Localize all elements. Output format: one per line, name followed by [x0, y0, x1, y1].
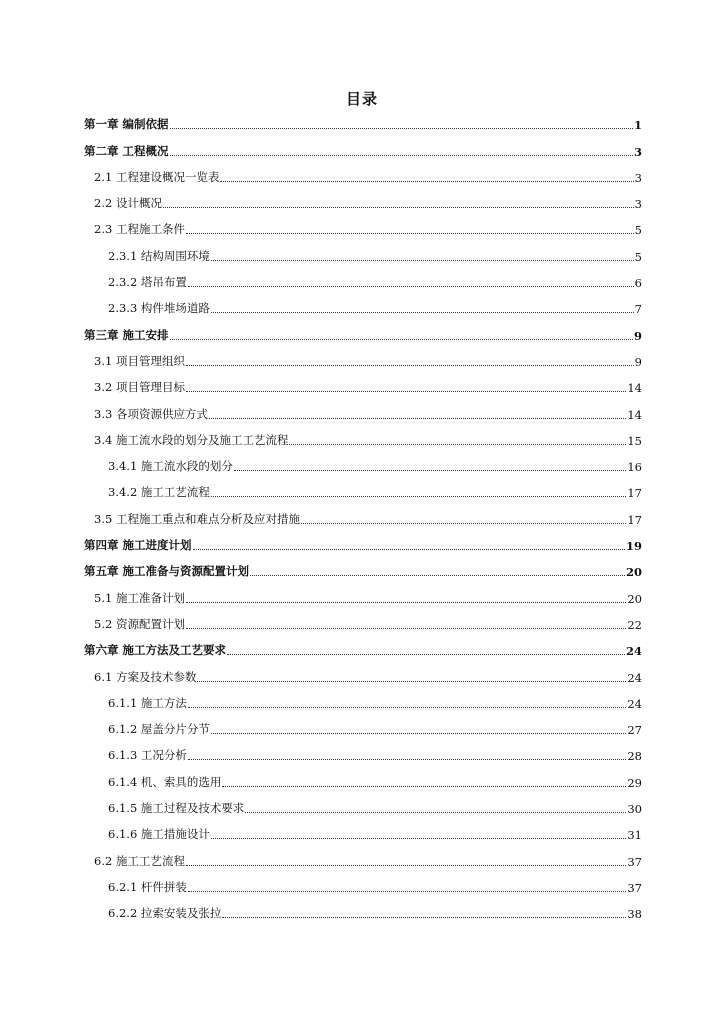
toc-dot-leader	[170, 155, 633, 156]
toc-entry-label: 第一章 编制依据	[84, 117, 169, 132]
toc-entry-page-number: 16	[627, 460, 642, 475]
toc-dot-leader	[234, 470, 626, 471]
toc-dot-leader	[186, 602, 626, 603]
toc-entry[interactable]	[84, 816, 642, 842]
toc-entry-label: 第五章 施工准备与资源配置计划	[84, 564, 250, 579]
toc-entry-label: 第四章 施工进度计划	[84, 538, 192, 553]
toc-dot-leader	[197, 681, 626, 682]
toc-entry-label: 6.2 施工工艺流程	[94, 853, 185, 868]
toc-entry-page-number: 30	[627, 802, 642, 817]
toc-dot-leader	[211, 260, 634, 261]
toc-entry-label: 3.4 施工流水段的划分及施工工艺流程	[94, 432, 289, 447]
toc-entry-page-number: 38	[627, 907, 642, 922]
toc-entry-label: 6.1 方案及技术参数	[94, 669, 197, 684]
toc-entry-page-number: 24	[627, 670, 642, 685]
toc-dot-leader	[220, 181, 633, 182]
toc-dot-leader	[193, 549, 625, 550]
toc-entry-page-number: 24	[625, 644, 642, 659]
toc-entry-label: 2.2 设计概况	[94, 196, 162, 211]
toc-title: 目录	[345, 90, 378, 108]
toc-entry-page-number: 5	[634, 223, 642, 238]
toc-entry-label: 6.1.5 施工过程及技术要求	[108, 801, 245, 816]
toc-entry-page-number: 5	[634, 249, 642, 264]
toc-entry[interactable]	[84, 132, 642, 158]
toc-entry[interactable]	[84, 711, 642, 737]
toc-entry-label: 2.1 工程建设概况一览表	[94, 169, 220, 184]
toc-entry-page-number: 20	[627, 591, 642, 606]
toc-entry-label: 6.1.4 机、索具的选用	[108, 774, 222, 789]
toc-dot-leader	[301, 523, 626, 524]
toc-entry-page-number: 28	[627, 749, 642, 764]
toc-entry[interactable]	[84, 737, 642, 763]
toc-entry-label: 6.2.1 杆件拼装	[108, 879, 187, 894]
toc-dot-leader	[188, 286, 634, 287]
toc-entry-page-number: 22	[627, 617, 642, 632]
toc-entry[interactable]	[84, 500, 642, 526]
toc-entry-label: 第三章 施工安排	[84, 327, 169, 342]
toc-entry-page-number: 31	[627, 828, 642, 843]
toc-entry-label: 3.3 各项资源供应方式	[94, 406, 208, 421]
toc-entry[interactable]	[84, 316, 642, 342]
toc-entry[interactable]	[84, 895, 642, 921]
toc-entry-label: 6.1.6 施工措施设计	[108, 827, 210, 842]
toc-entry-label: 3.4.1 施工流水段的划分	[108, 459, 233, 474]
toc-entry[interactable]	[84, 869, 642, 895]
toc-entry-label: 6.2.2 拉索安装及张拉	[108, 906, 222, 921]
toc-dot-leader	[211, 496, 626, 497]
toc-entry-page-number: 19	[625, 539, 642, 554]
toc-dot-leader	[227, 654, 625, 655]
toc-entry-label: 6.1.2 屋盖分片分节	[108, 722, 210, 737]
toc-entry-page-number: 27	[627, 723, 642, 738]
toc-dot-leader	[186, 233, 634, 234]
toc-entry[interactable]	[84, 685, 642, 711]
toc-entry[interactable]	[84, 632, 642, 658]
toc-entry-label: 5.2 资源配置计划	[94, 616, 185, 631]
toc-entry-page-number: 9	[634, 354, 642, 369]
toc-entry-page-number: 37	[627, 880, 642, 895]
toc-entry-page-number: 3	[633, 144, 642, 159]
toc-entry[interactable]	[84, 159, 642, 185]
toc-dot-leader	[222, 917, 626, 918]
toc-entry[interactable]	[84, 185, 642, 211]
toc-dot-leader	[211, 312, 634, 313]
toc-dot-leader	[211, 838, 626, 839]
toc-entry[interactable]	[84, 290, 642, 316]
toc-entry-page-number: 17	[627, 512, 642, 527]
toc-entry-page-number: 3	[634, 170, 642, 185]
toc-entry-label: 3.1 项目管理组织	[94, 353, 185, 368]
toc-entry-label: 3.5 工程施工重点和难点分析及应对措施	[94, 511, 300, 526]
toc-entry[interactable]	[84, 790, 642, 816]
toc-dot-leader	[211, 733, 626, 734]
toc-entry-label: 6.1.3 工况分析	[108, 748, 187, 763]
toc-dot-leader	[188, 891, 626, 892]
toc-dot-leader	[186, 391, 626, 392]
table-of-contents	[84, 106, 642, 921]
toc-dot-leader	[209, 418, 626, 419]
toc-entry[interactable]	[84, 842, 642, 868]
toc-entry-label: 2.3.3 构件堆场道路	[108, 301, 210, 316]
toc-entry-label: 3.2 项目管理目标	[94, 380, 185, 395]
toc-entry[interactable]	[84, 763, 642, 789]
toc-entry[interactable]	[84, 106, 642, 132]
toc-dot-leader	[170, 128, 633, 129]
toc-entry-page-number: 14	[627, 407, 642, 422]
toc-entry-page-number: 24	[627, 696, 642, 711]
toc-entry[interactable]	[84, 448, 642, 474]
toc-entry[interactable]	[84, 658, 642, 684]
toc-dot-leader	[188, 707, 626, 708]
toc-entry[interactable]	[84, 579, 642, 605]
toc-entry[interactable]	[84, 369, 642, 395]
toc-dot-leader	[250, 575, 625, 576]
toc-entry-page-number: 3	[634, 197, 642, 212]
toc-entry[interactable]	[84, 553, 642, 579]
toc-dot-leader	[222, 786, 626, 787]
toc-entry[interactable]	[84, 606, 642, 632]
toc-entry[interactable]	[84, 422, 642, 448]
toc-dot-leader	[186, 628, 626, 629]
toc-dot-leader	[289, 444, 626, 445]
toc-entry-label: 第二章 工程概况	[84, 143, 169, 158]
toc-entry[interactable]	[84, 343, 642, 369]
toc-entry-label: 2.3.1 结构周围环境	[108, 248, 210, 263]
toc-entry-page-number: 1	[633, 118, 642, 133]
toc-dot-leader	[170, 339, 633, 340]
toc-entry-label: 5.1 施工准备计划	[94, 590, 185, 605]
toc-entry-page-number: 9	[633, 328, 642, 343]
toc-dot-leader	[163, 207, 634, 208]
toc-entry-label: 2.3 工程施工条件	[94, 222, 185, 237]
toc-entry[interactable]	[84, 474, 642, 500]
toc-entry-label: 3.4.2 施工工艺流程	[108, 485, 210, 500]
toc-entry-page-number: 29	[627, 775, 642, 790]
toc-entry-page-number: 37	[627, 854, 642, 869]
toc-entry[interactable]	[84, 527, 642, 553]
toc-entry-label: 第六章 施工方法及工艺要求	[84, 643, 227, 658]
toc-dot-leader	[188, 759, 626, 760]
toc-entry-label: 6.1.1 施工方法	[108, 695, 187, 710]
toc-entry[interactable]	[84, 264, 642, 290]
toc-dot-leader	[186, 865, 626, 866]
toc-entry-page-number: 20	[625, 565, 642, 580]
toc-dot-leader	[186, 365, 634, 366]
toc-entry-page-number: 6	[634, 276, 642, 291]
toc-dot-leader	[245, 812, 626, 813]
toc-entry-page-number: 14	[627, 381, 642, 396]
toc-entry-page-number: 15	[627, 433, 642, 448]
toc-entry-page-number: 17	[627, 486, 642, 501]
toc-entry[interactable]	[84, 395, 642, 421]
toc-entry[interactable]	[84, 211, 642, 237]
toc-entry-page-number: 7	[634, 302, 642, 317]
toc-entry-label: 2.3.2 塔吊布置	[108, 275, 187, 290]
toc-entry[interactable]	[84, 237, 642, 263]
